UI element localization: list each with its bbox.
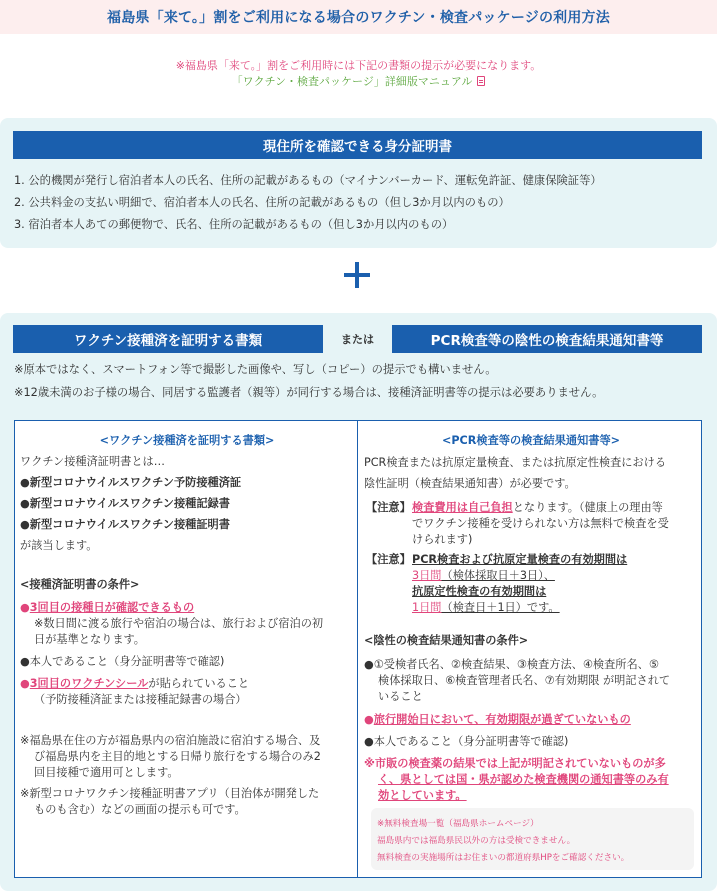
vaccine-column (20, 425, 354, 875)
manual-link-row[interactable] (0, 74, 717, 90)
free-test-box (371, 808, 694, 870)
page-title: 福島県「来て。」割をご利用になる場合のワクチン・検査パッケージの利用方法 (107, 10, 610, 26)
list-item: 1. 公的機関が発行し宿泊者本人の氏名、住所の記載があるもの（マイナンバーカード、運転免許証、健康保険証等） (14, 174, 602, 187)
free-test-note: 無料検査の実施場所はお住まいの都道府県HPをご確認ください。 (377, 853, 630, 863)
vaccine-seal-link[interactable]: 3回目のワクチンシール (29, 677, 149, 690)
footnote: び福島県内を主目的地とする日帰り旅行をする場合のみ2 (34, 750, 321, 763)
id-document-list (14, 170, 602, 236)
test-cost-link[interactable]: 検査費用は自己負担 (412, 501, 513, 514)
validity-title: PCR検査および抗原定量検査の有効期間は (412, 553, 628, 566)
condition-note: 日が基準となります。 (34, 633, 145, 646)
condition-item: ●本人であること（身分証明書等で確認) (364, 735, 569, 748)
condition-item: ●本人であること（身分証明書等で確認) (20, 655, 225, 668)
vaccine-doc-heading: ワクチン接種済を証明する書類 (13, 325, 323, 353)
pcr-column-title: <PCR検査等の検査結果通知書等> (441, 434, 621, 447)
id-section-heading: 現住所を確認できる身分証明書 (13, 131, 702, 159)
pcr-doc-heading: PCR検査等の陰性の検査結果通知書等 (392, 325, 702, 353)
remark-children: ※12歳未満のお子様の場合、同居する監護者（親等）が同行する場合は、接種済証明書等の提示は必要ありません。 (14, 386, 604, 399)
pcr-intro: PCR検査または抗原定量検査、または抗原定性検査における (364, 456, 667, 469)
caution-text (412, 499, 663, 515)
footnote: ものも含む）などの画面の提示も可です。 (34, 803, 246, 816)
applies-text: が該当します。 (20, 539, 98, 552)
caution-text: でワクチン接種を受けられない方は無料で検査を受 (412, 517, 669, 530)
bullet: ● (20, 601, 30, 614)
condition-item: いること (378, 690, 423, 703)
bullet: ● (364, 713, 374, 726)
validity-days: 1日間 (412, 601, 442, 614)
notice-text: ※福島県「来て。」割をご利用時には下記の書類の提示が必要になります。 (175, 59, 542, 72)
market-test-note: 効としています。 (378, 789, 467, 802)
market-test-note: ※市販の検査薬の結果では上記が明記されていないものが多 (364, 757, 666, 770)
free-test-note: 福島県内では福島県民以外の方は受検できません。 (377, 836, 576, 846)
condition-item: ●①受検者氏名、②検査結果、③検査方法、④検査所名、⑤ (364, 658, 659, 671)
validity-text (412, 599, 560, 615)
footnote: ※福島県在住の方が福島県内の宿泊施設に宿泊する場合、及 (20, 734, 321, 747)
caution-rest: となります。（健康上の理由等 (512, 501, 663, 514)
footnote: 回目接種で適用可とします。 (34, 766, 179, 779)
condition-item (20, 675, 249, 691)
title-bar (0, 0, 717, 34)
vaccine-condition-title: <接種済証明書の条件> (20, 578, 140, 591)
condition-note: （予防接種済証または接種記録書の場合） (34, 693, 247, 706)
validity-link[interactable]: 旅行開始日において、有効期限が過ぎていないもの (373, 713, 631, 726)
or-label: または (341, 333, 374, 346)
cert-item: ●新型コロナウイルスワクチン接種記録書 (20, 497, 230, 510)
caution-text: けられます) (412, 533, 473, 546)
list-item: 2. 公共料金の支払い明細で、宿泊者本人の氏名、住所の記載があるもの（但し3か月以内のもの） (14, 196, 510, 209)
cert-item: ●新型コロナウイルスワクチン接種証明書 (20, 518, 230, 531)
manual-link[interactable]: 「ワクチン・検査パッケージ」詳細版マニュアル (231, 75, 473, 88)
validity-days: 3日間 (412, 569, 442, 582)
condition-item (20, 599, 194, 615)
cert-item: ●新型コロナウイルスワクチン予防接種済証 (20, 476, 242, 489)
footnote: ※新型コロナワクチン接種証明書アプリ（目治体が開発した (20, 787, 320, 800)
vaccine-intro: ワクチン接種済証明書とは… (20, 455, 165, 468)
caution-label: 【注意】 (366, 553, 411, 566)
validity-rest: （検査日＋1日）です。 (441, 601, 560, 614)
remark-copy: ※原本ではなく、スマートフォン等で撮影した画像や、写し（コピー）の提示でも構いません。 (14, 363, 497, 376)
list-item: 3. 宿泊者本人あての郵便物で、氏名、住所の記載があるもの（但し3か月以内のもの） (14, 218, 454, 231)
plus-icon (340, 258, 374, 292)
condition-item (364, 711, 631, 727)
validity-text (412, 567, 555, 583)
free-test-list-link[interactable]: ※無料検査場一覧（福島県ホームページ） (377, 819, 539, 829)
notice (0, 58, 717, 90)
third-dose-link[interactable]: 3回目の接種日が確認できるもの (29, 601, 195, 614)
bullet: ● (20, 677, 30, 690)
column-divider (357, 420, 358, 878)
pcr-intro: 陰性証明（検査結果通知書）が必要です。 (364, 477, 576, 490)
vaccine-column-title: <ワクチン接種済を証明する書類> (99, 434, 275, 447)
validity-rest: （検体採取日＋3日）、 (441, 569, 555, 582)
caution-label: 【注意】 (366, 501, 411, 514)
condition-item: 検体採取日、⑥検査管理者氏名、⑦有効期限 が明記されて (378, 674, 671, 687)
market-test-note: く、県としては国・県が認めた検査機関の通知書等のみ有 (378, 773, 669, 786)
pcr-condition-title: <陰性の検査結果通知書の条件> (364, 634, 529, 647)
condition-note: ※数日間に渡る旅行や宿泊の場合は、旅行および宿泊の初 (34, 617, 324, 630)
pdf-icon (477, 76, 485, 86)
condition-text: が貼られていること (148, 677, 250, 690)
validity-title: 抗原定性検査の有効期間は (412, 585, 547, 598)
